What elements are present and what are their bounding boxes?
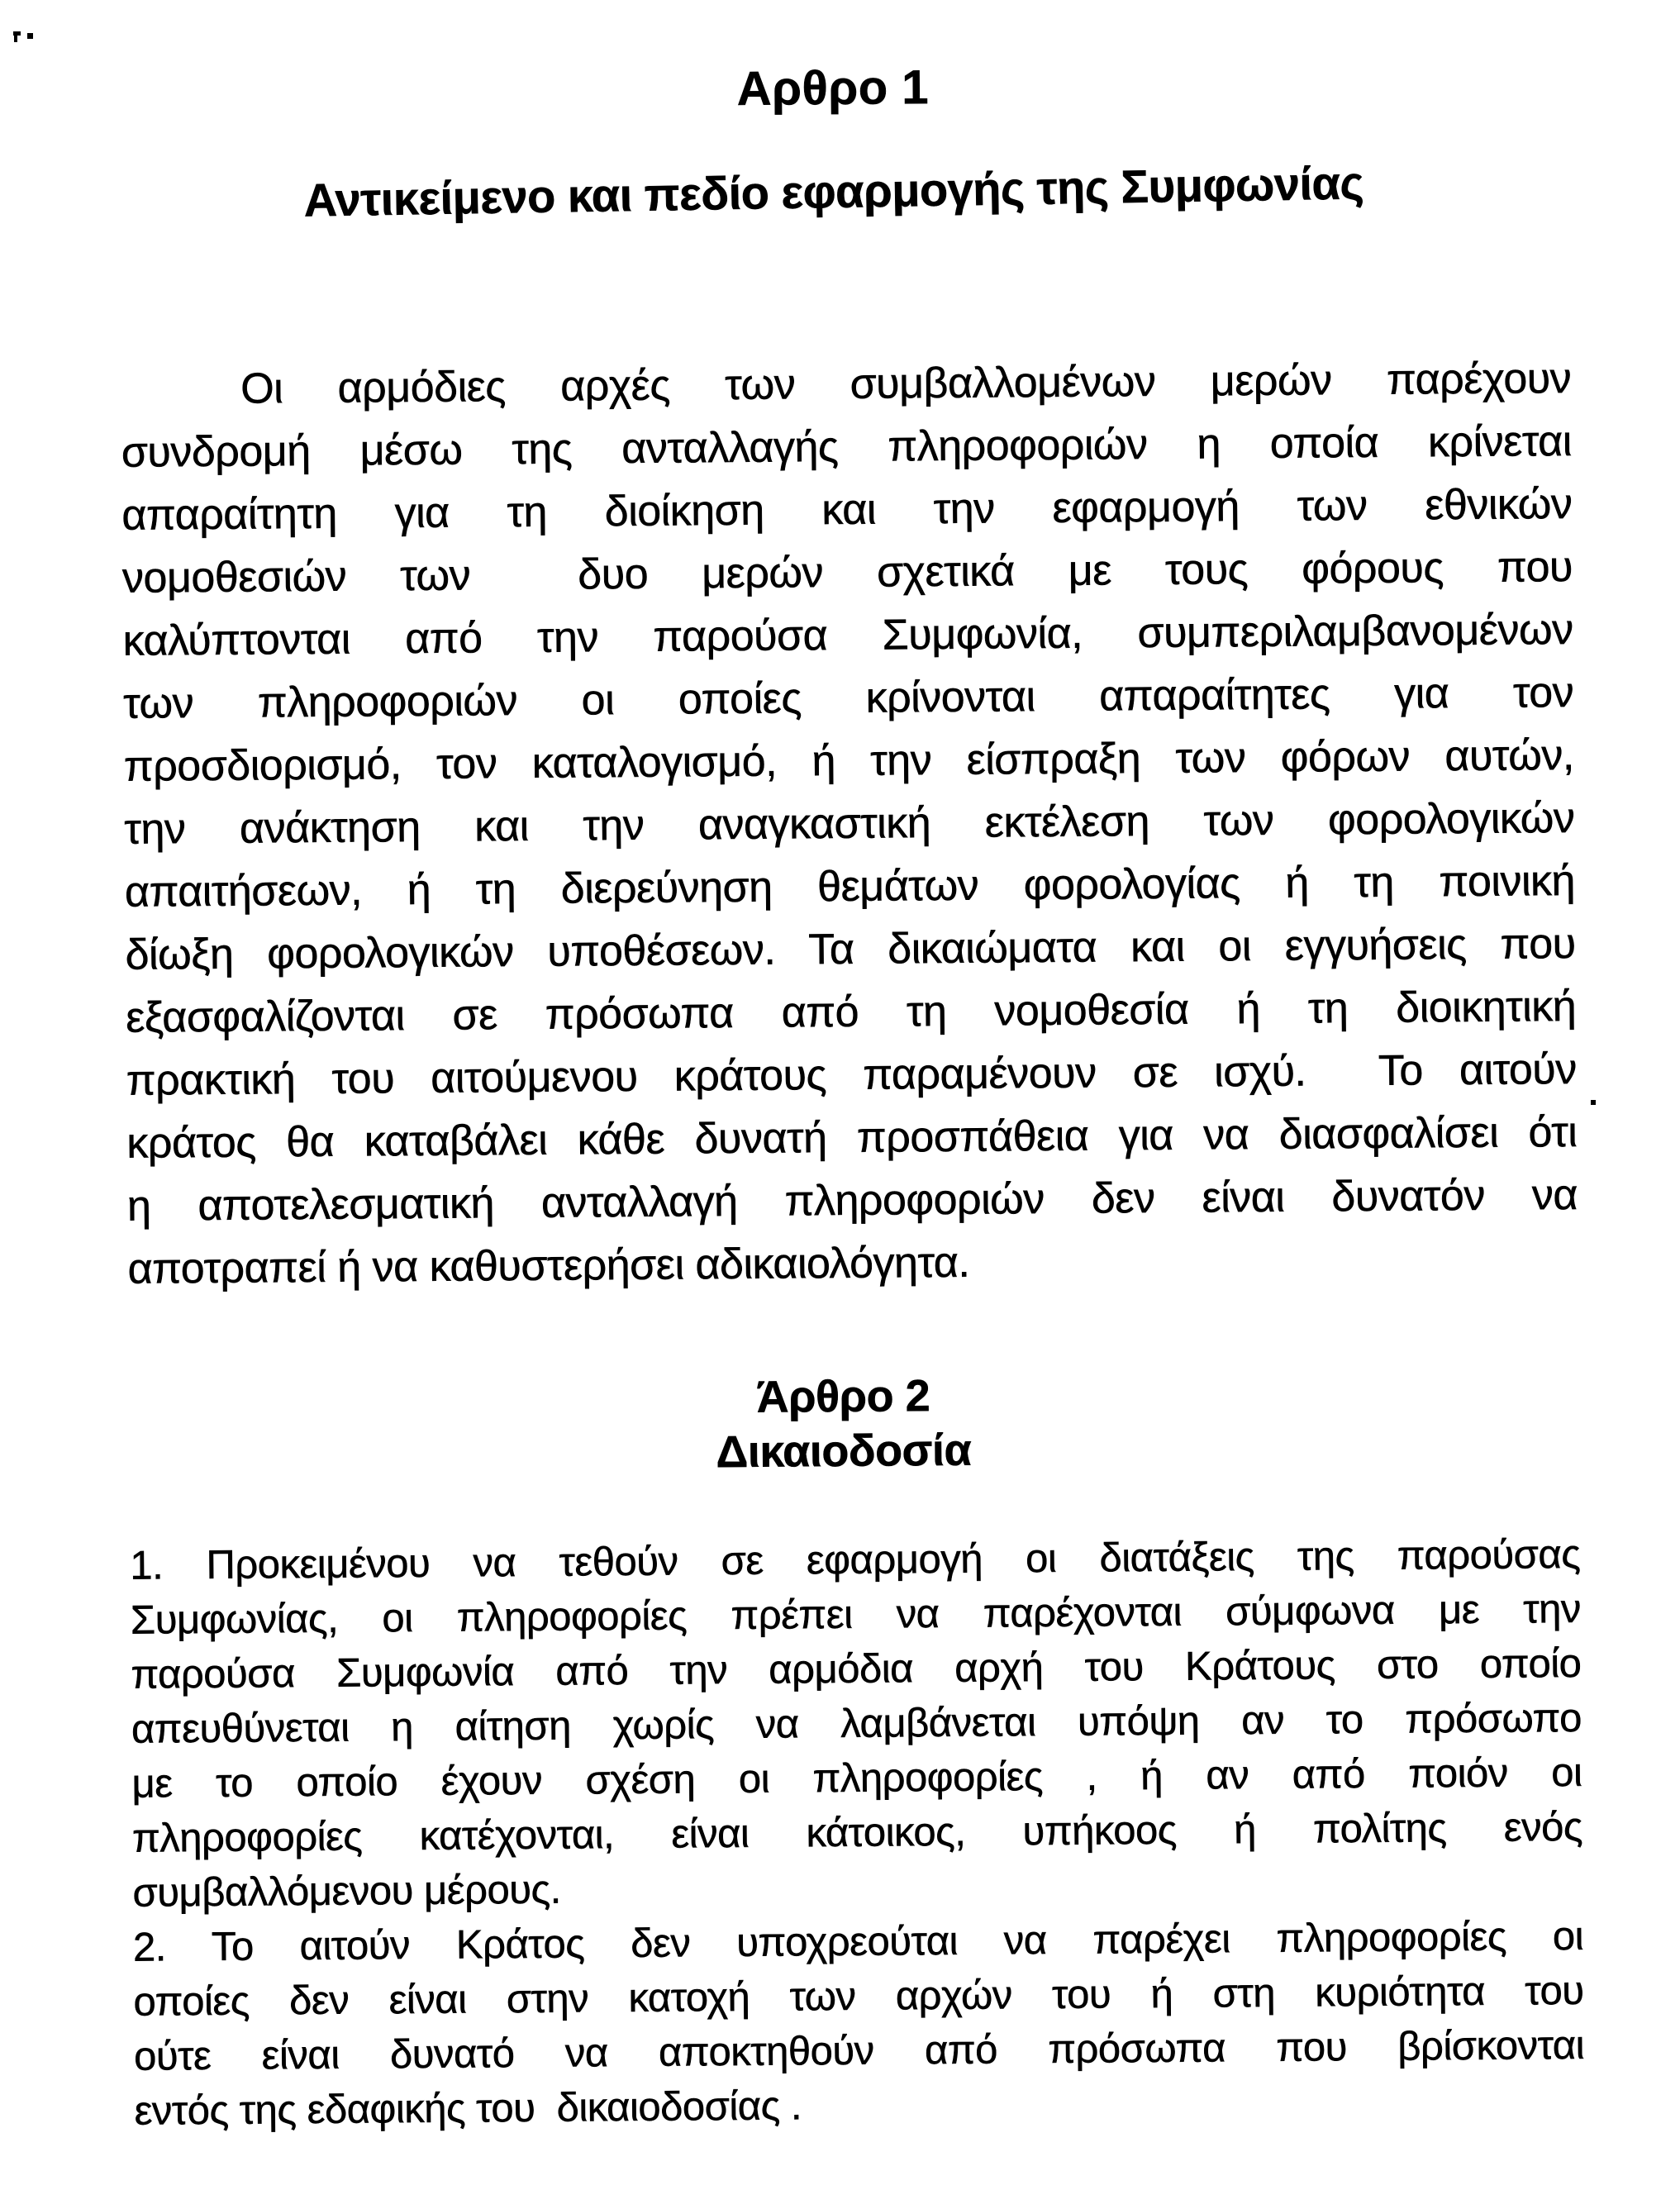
text-line: κράτος θα καταβάλει κάθε δυνατή προσπάθεια για να διασφαλίσει ότι [126, 1108, 1578, 1168]
text-line: συμβαλλόμενου μέρους. [132, 1867, 561, 1916]
text-line: με το οποίο έχουν σχέση οι πληροφορίες , ή αν από ποιόν οι [131, 1750, 1582, 1807]
text-line: δίωξη φορολογικών υποθέσεων. Τα δικαιώματα και οι εγγυήσεις που [125, 920, 1576, 979]
text-line: συνδρομή μέσω της ανταλλαγής πληροφοριών η οποία κρίνεται [121, 417, 1573, 477]
article-2-heading: Άρθρο 2 [756, 1371, 930, 1422]
text-line: εντός της εδαφικής του δικαιοδοσίας . [134, 2083, 802, 2134]
article-1-paragraph [121, 347, 1578, 1301]
text-line: των πληροφοριών οι οποίες κρίνονται απαραίτητες για τον [122, 669, 1574, 728]
text-line: η αποτελεσματική ανταλλαγή πληροφοριών δεν είναι δυνατόν να [126, 1170, 1578, 1231]
article-2-heading-block [3, 1363, 1680, 1485]
text-line: καλύπτονται από την παρούσα Συμφωνία, συμπεριλαμβανομένων [122, 606, 1573, 665]
text-line: νομοθεσιών των δυο μερών σχετικά με τους φόρους που [121, 543, 1573, 602]
text-line: εξασφαλίζονται σε πρόσωπα από τη νομοθεσία ή τη διοικητική [125, 983, 1577, 1042]
text-line: ούτε είναι δυνατό να αποκτηθούν από πρόσωπα που βρίσκονται [133, 2022, 1585, 2079]
text-line: απαιτήσεων, ή τη διερεύνηση θεμάτων φορολογίας ή τη ποινική [124, 857, 1576, 916]
text-line: την ανάκτηση και την αναγκαστική εκτέλεση των φορολογικών [124, 794, 1575, 854]
text-line: απευθύνεται η αίτηση χωρίς να λαμβάνεται υπόψη αν το πρόσωπο [131, 1695, 1582, 1752]
text-line: προσδιορισμό, τον καταλογισμό, ή την είσπραξη των φόρων αυτών, [123, 731, 1574, 791]
text-line: απαραίτητη για τη διοίκηση και την εφαρμογή των εθνικών [121, 480, 1573, 540]
text-line: Συμφωνίας, οι πληροφορίες πρέπει να παρέχονται σύμφωνα με την [130, 1586, 1582, 1643]
text-line: πρακτική του αιτούμενου κράτους παραμένουν σε ισχύ. Το αιτούν [126, 1045, 1577, 1105]
text-line: οποίες δεν είναι στην κατοχή των αρχών του ή στη κυριότητα του [133, 1968, 1584, 2025]
text-line: 1. Προκειμένου να τεθούν σε εφαρμογή οι διατάξεις της παρούσας [130, 1531, 1581, 1588]
text-line: Οι αρμόδιες αρχές των συμβαλλομένων μερών παρέχουν [240, 355, 1572, 413]
text-line: 2. Το αιτούν Κράτος δεν υποχρεούται να παρέχει πληροφορίες οι [132, 1913, 1584, 1970]
text-line: αποτραπεί ή να καθυστερήσει αδικαιολόγητα. [127, 1238, 970, 1293]
text-line: παρούσα Συμφωνία από την αρμόδια αρχή του Κράτους στο οποίο [131, 1640, 1582, 1697]
article-2-subtitle: Δικαιοδοσία [716, 1425, 972, 1478]
article-2-paragraph [130, 1527, 1585, 2139]
article-1-heading: Αρθρο 1 [736, 60, 930, 116]
text-line: πληροφορίες κατέχονται, είναι κάτοικος, υπήκοος ή πολίτης ενός [131, 1804, 1583, 1861]
article-1-subtitle: Αντικείμενο και πεδίο εφαρμογής της Συμφωνίας [303, 156, 1364, 226]
